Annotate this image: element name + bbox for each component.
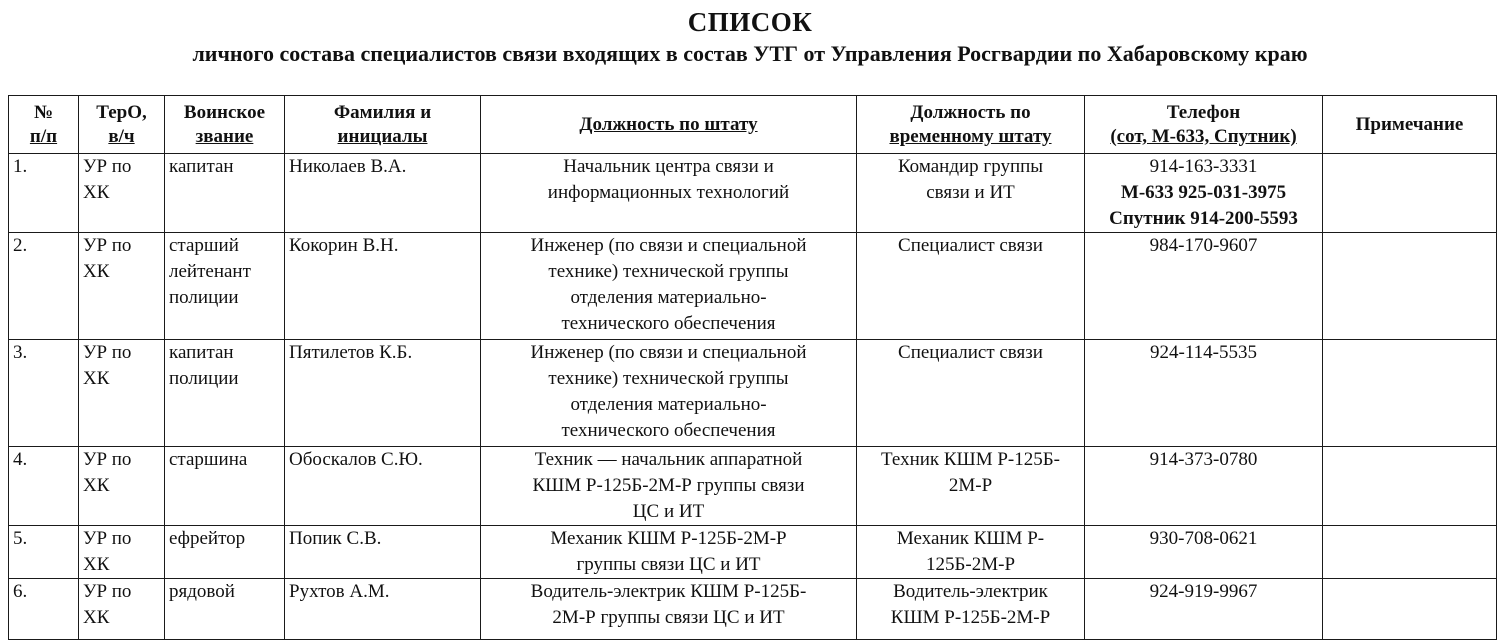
cell-phone [1085,526,1323,579]
cell-phone [1085,233,1323,340]
document-title: СПИСОК [687,7,813,37]
cell-line: Техник — начальник аппаратной [534,449,803,470]
header-name [285,96,481,154]
cell-position [481,579,857,640]
header-line: (сот, М-633, Спутник) [1110,126,1297,147]
cell-unit [79,447,165,526]
cell-num: 2. [9,233,79,340]
cell-num: 4. [9,447,79,526]
cell-line: ХК [83,182,110,203]
cell-note [1323,233,1497,340]
cell-line: технического обеспечения [561,420,776,441]
cell-temp-position [857,526,1085,579]
cell-line: Специалист связи [898,235,1043,256]
cell-temp-position [857,233,1085,340]
cell-line: ЦС и ИТ [632,501,705,522]
cell-temp-position [857,340,1085,447]
table-row [9,340,1497,447]
header-temp-position [857,96,1085,154]
cell-line: ХК [83,368,110,389]
cell-line: технического обеспечения [561,313,776,334]
cell-rank [165,233,285,340]
cell-unit [79,340,165,447]
cell-line: лейтенант [169,261,251,282]
cell-line: УР по [83,581,132,602]
cell-line: Инженер (по связи и специальной [530,235,807,256]
phone-number: 984-170-9607 [1149,235,1258,256]
personnel-table [8,95,1497,640]
table-row [9,233,1497,340]
cell-line: УР по [83,342,132,363]
cell-line: ХК [83,475,110,496]
cell-rank [165,526,285,579]
cell-line: КШМ Р-125Б-2М-Р [890,607,1051,628]
header-num [9,96,79,154]
cell-unit [79,579,165,640]
header-rank [165,96,285,154]
cell-line: ефрейтор [169,528,246,549]
cell-line: Командир группы [897,156,1044,177]
table-row [9,579,1497,640]
phone-number: 924-919-9967 [1149,581,1258,602]
header-line: Телефон [1166,102,1241,123]
cell-name: Николаев В.А. [285,154,481,233]
cell-line: старшина [169,449,248,470]
cell-note [1323,579,1497,640]
cell-line: ХК [83,261,110,282]
cell-line: Техник КШМ Р-125Б- [881,449,1060,470]
cell-line: технике) технической группы [548,261,789,282]
cell-line: КШМ Р-125Б-2М-Р группы связи [532,475,805,496]
table-header-row [9,96,1497,154]
cell-rank [165,579,285,640]
cell-phone [1085,154,1323,233]
cell-phone [1085,447,1323,526]
header-line: инициалы [337,126,428,147]
phone-number: 914-163-3331 [1149,156,1258,177]
cell-note [1323,154,1497,233]
phone-number: 930-708-0621 [1149,528,1258,549]
header-line: Воинское [183,102,266,123]
cell-line: ХК [83,607,110,628]
cell-phone [1085,340,1323,447]
cell-temp-position [857,579,1085,640]
header-phone [1085,96,1323,154]
header-line: в/ч [108,126,135,147]
cell-line: информационных технологий [547,182,790,203]
cell-name: Кокорин В.Н. [285,233,481,340]
cell-rank [165,154,285,233]
cell-line: Начальник центра связи и [563,156,774,177]
cell-note [1323,340,1497,447]
cell-line: ХК [83,554,110,575]
cell-unit [79,526,165,579]
cell-temp-position [857,154,1085,233]
header-unit [79,96,165,154]
cell-name: Попик С.В. [285,526,481,579]
cell-line: 2М-Р [948,475,993,496]
header-line: временному штату [889,126,1052,147]
cell-phone [1085,579,1323,640]
phone-number: М-633 925-031-3975 [1120,182,1287,203]
cell-rank [165,340,285,447]
cell-line: технике) технической группы [548,368,789,389]
cell-line: Механик КШМ Р- [896,528,1045,549]
cell-unit [79,233,165,340]
cell-name: Обоскалов С.Ю. [285,447,481,526]
cell-position [481,154,857,233]
cell-line: полиции [169,368,239,389]
cell-line: Водитель-электрик КШМ Р-125Б- [530,581,807,602]
cell-note [1323,526,1497,579]
document-subtitle: личного состава специалистов связи входящих в состав УТГ от Управления Росгвардии по Хабаровскому краю [192,41,1308,66]
cell-note [1323,447,1497,526]
header-line: п/п [29,126,58,147]
cell-line: УР по [83,528,132,549]
cell-line: УР по [83,449,132,470]
header-line: Должность по штату [579,114,758,135]
cell-line: полиции [169,287,239,308]
cell-name: Рухтов А.М. [285,579,481,640]
cell-line: Водитель-электрик [893,581,1048,602]
cell-line: старший [169,235,239,256]
header-note [1323,96,1497,154]
cell-num: 3. [9,340,79,447]
header-line: № [33,102,54,123]
cell-rank [165,447,285,526]
cell-line: капитан [169,342,234,363]
cell-num: 5. [9,526,79,579]
table-row [9,154,1497,233]
phone-number: 924-114-5535 [1150,342,1257,363]
header-position [481,96,857,154]
cell-line: 2М-Р группы связи ЦС и ИТ [552,607,785,628]
cell-line: связи и ИТ [926,182,1015,203]
cell-line: капитан [169,156,234,177]
cell-line: рядовой [169,581,235,602]
cell-name: Пятилетов К.Б. [285,340,481,447]
header-line: Должность по [910,102,1031,123]
header-line: Фамилия и [333,102,432,123]
cell-position [481,340,857,447]
header-line: звание [195,126,254,147]
cell-num: 6. [9,579,79,640]
cell-line: отделения материально- [570,287,767,308]
table-row [9,526,1497,579]
cell-line: Специалист связи [898,342,1043,363]
cell-temp-position [857,447,1085,526]
header-line: ТерО, [96,102,147,123]
cell-unit [79,154,165,233]
cell-line: группы связи ЦС и ИТ [576,554,761,575]
table-row [9,447,1497,526]
cell-position [481,233,857,340]
cell-position [481,526,857,579]
cell-line: Механик КШМ Р-125Б-2М-Р [550,528,787,549]
cell-position [481,447,857,526]
phone-number: 914-373-0780 [1149,449,1258,470]
cell-line: отделения материально- [570,394,767,415]
cell-line: 125Б-2М-Р [925,554,1016,575]
table-body [9,154,1497,640]
cell-line: УР по [83,235,132,256]
header-line: Примечание [1355,114,1464,135]
cell-line: УР по [83,156,132,177]
cell-num: 1. [9,154,79,233]
cell-line: Инженер (по связи и специальной [530,342,807,363]
phone-number: Спутник 914-200-5593 [1109,208,1298,229]
